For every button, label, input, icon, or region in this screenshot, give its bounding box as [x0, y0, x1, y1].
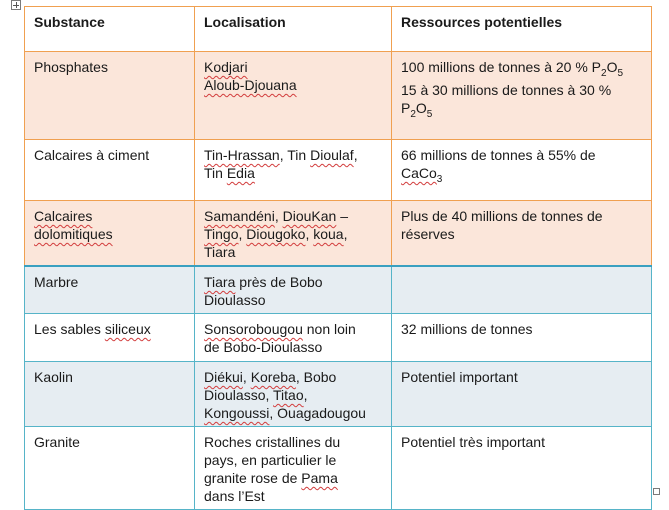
table-move-handle-icon[interactable]: [11, 0, 21, 10]
res-subscript: 3: [436, 174, 443, 185]
cell-ressources: Potentiel important: [392, 362, 652, 427]
loc-text: Kongoussi: [204, 405, 270, 421]
cell-localisation: [195, 362, 392, 427]
loc-text: Diougoko: [246, 226, 306, 242]
loc-text: Tin: [204, 165, 227, 181]
cell-localisation: [195, 140, 392, 201]
table-row: [25, 362, 652, 427]
res-text: 66 millions de tonnes à 55% de: [401, 147, 596, 163]
res-subscript: 2: [601, 68, 607, 79]
table-row: [25, 52, 652, 140]
table-row: [25, 427, 652, 510]
cell-localisation: [195, 52, 392, 140]
cell-ressources: 32 millions de tonnes: [392, 314, 652, 362]
loc-text: dans l’Est: [204, 488, 265, 504]
res-text: 100 millions de tonnes à 20 % P: [401, 59, 602, 75]
cell-ressources: [392, 266, 652, 314]
loc-text: Dioulaf: [310, 147, 354, 163]
loc-text: , Bobo: [295, 369, 337, 385]
loc-text: ,: [305, 226, 314, 242]
substance-text: Les sables: [34, 321, 105, 337]
cell-localisation: [195, 314, 392, 362]
res-text: 15 à 30 millions de tonnes à 30 % P: [401, 82, 612, 116]
table-row: [25, 140, 652, 201]
loc-text: Sonsorobougou: [204, 321, 303, 337]
header-ressources: Ressources potentielles: [392, 7, 652, 52]
substance-text: siliceux: [104, 321, 151, 337]
loc-text: ,: [303, 387, 308, 403]
cell-substance: [25, 201, 195, 267]
table-header-row: [25, 7, 652, 52]
substance-text: dolomitiques: [34, 226, 113, 242]
res-subscript: 5: [617, 68, 624, 79]
loc-text: Tingo: [204, 226, 239, 242]
res-subscript: 2: [410, 109, 416, 120]
loc-text: pays, en particulier le: [204, 452, 337, 468]
loc-text: Tiara: [204, 274, 236, 290]
cell-substance: Calcaires à ciment: [25, 140, 195, 201]
resources-table: [24, 6, 652, 510]
loc-text: ,: [343, 226, 348, 242]
cell-substance: [25, 314, 195, 362]
cell-substance: Granite: [25, 427, 195, 510]
loc-text: ,: [353, 147, 358, 163]
res-text: CaCo: [401, 165, 437, 181]
loc-text: Pama: [301, 470, 338, 486]
table-resize-handle-icon[interactable]: [653, 488, 660, 495]
loc-text: koua: [313, 226, 344, 242]
substance-text: Calcaires: [34, 208, 93, 224]
loc-text: ,: [242, 369, 251, 385]
cell-localisation: [195, 427, 392, 510]
cell-ressources: [392, 140, 652, 201]
loc-text: , Tin: [279, 147, 311, 163]
loc-text: Tiara: [204, 244, 236, 260]
cell-ressources: Plus de 40 millions de tonnes de réserves: [392, 201, 652, 267]
cell-ressources: Potentiel très important: [392, 427, 652, 510]
loc-text: –: [336, 208, 348, 224]
header-substance: Substance: [25, 7, 195, 52]
cell-substance: Marbre: [25, 266, 195, 314]
loc-text: ,: [274, 208, 283, 224]
loc-text: Diékui: [204, 369, 243, 385]
loc-text: , Ouagadougou: [269, 405, 366, 421]
loc-text: non loin: [302, 321, 356, 337]
loc-text: Dioulasso: [204, 292, 266, 308]
loc-text: Aloub-Djouana: [204, 77, 297, 93]
cell-localisation: [195, 266, 392, 314]
loc-text: Roches cristallines du: [204, 434, 341, 450]
cell-localisation: [195, 201, 392, 267]
loc-text: DiouKan: [282, 208, 337, 224]
loc-text: Dioulasso,: [204, 387, 274, 403]
loc-text: Tin-Hrassan: [204, 147, 280, 163]
res-subscript: 5: [426, 109, 433, 120]
loc-text: Titao: [273, 387, 304, 403]
loc-text: de Bobo-Dioulasso: [204, 339, 323, 355]
loc-text: Samandéni: [204, 208, 275, 224]
loc-text: Edia: [226, 165, 255, 181]
table-row: [25, 201, 652, 267]
loc-text: granite rose de: [204, 470, 302, 486]
loc-text: Koreba: [250, 369, 296, 385]
res-text: O: [415, 100, 427, 116]
cell-ressources: [392, 52, 652, 140]
loc-text: près de Bobo: [235, 274, 323, 290]
table-row: [25, 266, 652, 314]
loc-text: Kodjari: [204, 59, 248, 75]
table-row: [25, 314, 652, 362]
loc-text: ,: [238, 226, 247, 242]
cell-substance: Phosphates: [25, 52, 195, 140]
cell-substance: Kaolin: [25, 362, 195, 427]
header-localisation: Localisation: [195, 7, 392, 52]
res-text: O: [606, 59, 618, 75]
